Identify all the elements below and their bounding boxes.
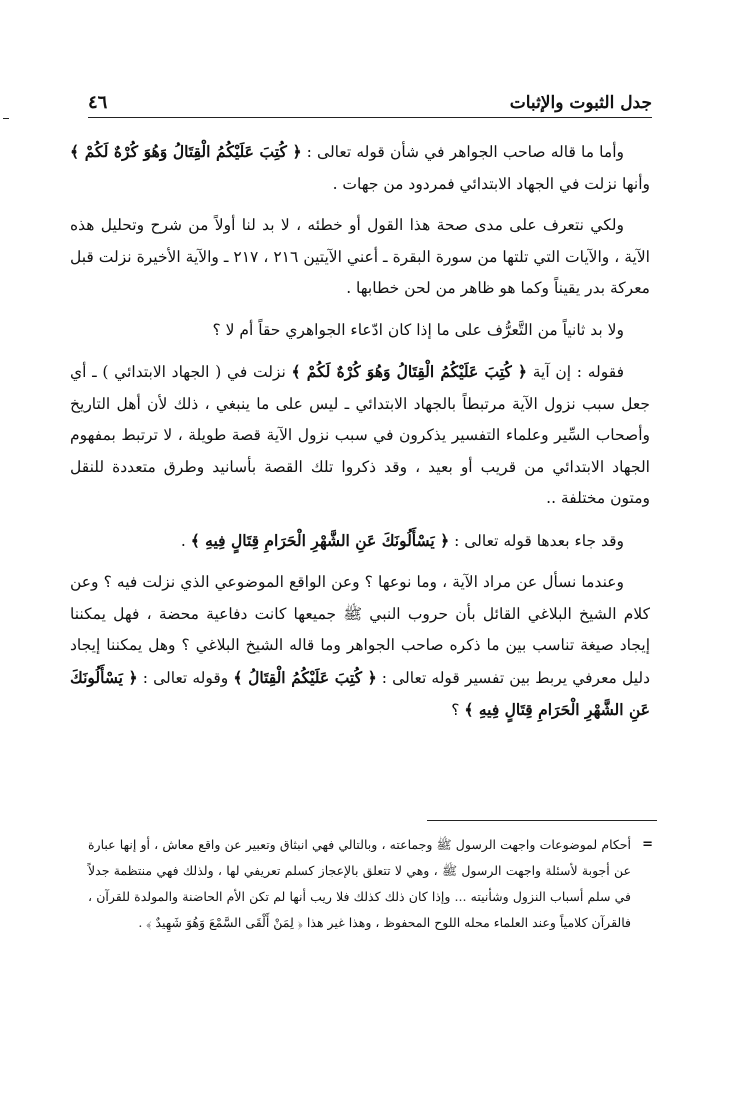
text-run: ولكي نتعرف على مدى صحة هذا القول أو خطئه ، لا بد لنا أولاً من شرح وتحليل هذه الآية ، والآيات التي تلتها من سورة البقرة ـ أعني الآيتين ٢١٦ ، ٢١٧ ـ والآية الأخيرة نزلت قبل معركة بدر يقيناً وكما هو ظاهر من لحن خطابها . bbox=[70, 216, 650, 297]
main-text bbox=[70, 136, 650, 737]
quran-verse: ﴿ كُتِبَ عَلَيْكُمُ الْقِتَالُ وَهُوَ كُرْهٌ لَكُمْ ﴾ bbox=[70, 142, 302, 161]
text-run: وقد جاء بعدها قوله تعالى : bbox=[449, 531, 624, 550]
text-run: ؟ bbox=[451, 701, 465, 719]
text-run: . bbox=[180, 531, 191, 550]
text-run: وقوله تعالى : bbox=[137, 668, 234, 687]
footnote-text: أحكام لموضوعات واجهت الرسول ﷺ وجماعته ، وبالتالي فهي انبثاق وتعبير عن واقع معاش ، أو إنها عبارة عن أجوبة لأسئلة واجهت الرسول ﷺ ، وهي لا تتعلق بالإعجاز كسلم تعريفي لها ، ولذلك فهي منتظمة جدلاً في سلم أسباب النزول وشأنيته ... وإذا كان ذلك كذلك فلا ريب أنها لم تكن الأم الحاضنة والمولدة للقرآن ، فالقرآن كلامياً وعند العلماء محله اللوح المحفوظ ، وهذا غير هذا ﴿ لِمَنْ أَلْقَى السَّمْعَ وَهُوَ شَهِيدٌ ﴾ . bbox=[88, 837, 631, 930]
paragraph bbox=[70, 356, 650, 515]
footnote bbox=[88, 832, 653, 936]
paragraph bbox=[70, 136, 650, 200]
text-run: وعندما نسأل عن مراد الآية ، وما نوعها ؟ وعن الواقع الموضوعي الذي نزلت فيه ؟ وعن كلام الشيخ البلاغي القائل بأن حروب النبي ﷺ جميعها كانت دفاعية محضة ، فهل يمكننا إيجاد صيغة تناسب بين ما ذكره صاحب الجواهر وما قاله الشيخ البلاغي ؟ وهل يمكننا إيجاد دليل معرفي يربط بين تفسير قوله تعالى : bbox=[70, 573, 651, 687]
paragraph bbox=[70, 525, 650, 558]
quran-verse: ﴿ كُتِبَ عَلَيْكُمُ الْقِتَالُ ﴾ bbox=[233, 667, 377, 687]
quran-verse: ﴿ كُتِبَ عَلَيْكُمُ الْقِتَالُ وَهُوَ كُرْهٌ لَكُمْ ﴾ bbox=[291, 362, 528, 381]
paragraph bbox=[70, 315, 650, 347]
text-run: نزلت في ( الجهاد الابتدائي ) ـ أي جعل سبب نزول الآية مرتبطاً بالجهاد الابتدائي ـ ليس على ما ينبغي ، ذلك لأن أهل التاريخ وأصحاب السِّير وعلماء التفسير يذكرون في سبب نزول الآية قصة طويلة ، لا ترتبط بمفهوم الجهاد الابتدائي من قريب أو بعيد ، وقد ذكروا تلك القصة بأسانيد وطرق متعددة للنقل ومتون مختلفة .. bbox=[70, 363, 650, 507]
quran-verse: ﴿ يَسْأَلُونَكَ عَنِ الشَّهْرِ الْحَرَامِ قِتَالٍ فِيهِ ﴾ bbox=[70, 667, 650, 719]
page-number: ٤٦ bbox=[88, 92, 108, 113]
paragraph bbox=[70, 567, 650, 727]
quran-verse: ﴿ يَسْأَلُونَكَ عَنِ الشَّهْرِ الْحَرَامِ قِتَالٍ فِيهِ ﴾ bbox=[190, 530, 450, 550]
paragraph bbox=[70, 210, 650, 305]
page-header bbox=[88, 83, 652, 118]
running-title: جدل الثبوت والإثبات bbox=[509, 93, 652, 113]
text-run: فقوله : إن آية bbox=[527, 363, 625, 381]
text-run: وأما ما قاله صاحب الجواهر في شأن قوله تعالى : bbox=[301, 143, 624, 161]
footnote-separator bbox=[427, 820, 657, 821]
text-run: ولا بد ثانياً من التَّعرُّف على ما إذا كان ادّعاء الجواهري حقاً أم لا ؟ bbox=[212, 320, 624, 339]
footnote-continuation-mark: = bbox=[642, 837, 653, 852]
text-run: وأنها نزلت في الجهاد الابتدائي فمردود من جهات . bbox=[332, 174, 650, 193]
margin-mark bbox=[3, 118, 9, 122]
